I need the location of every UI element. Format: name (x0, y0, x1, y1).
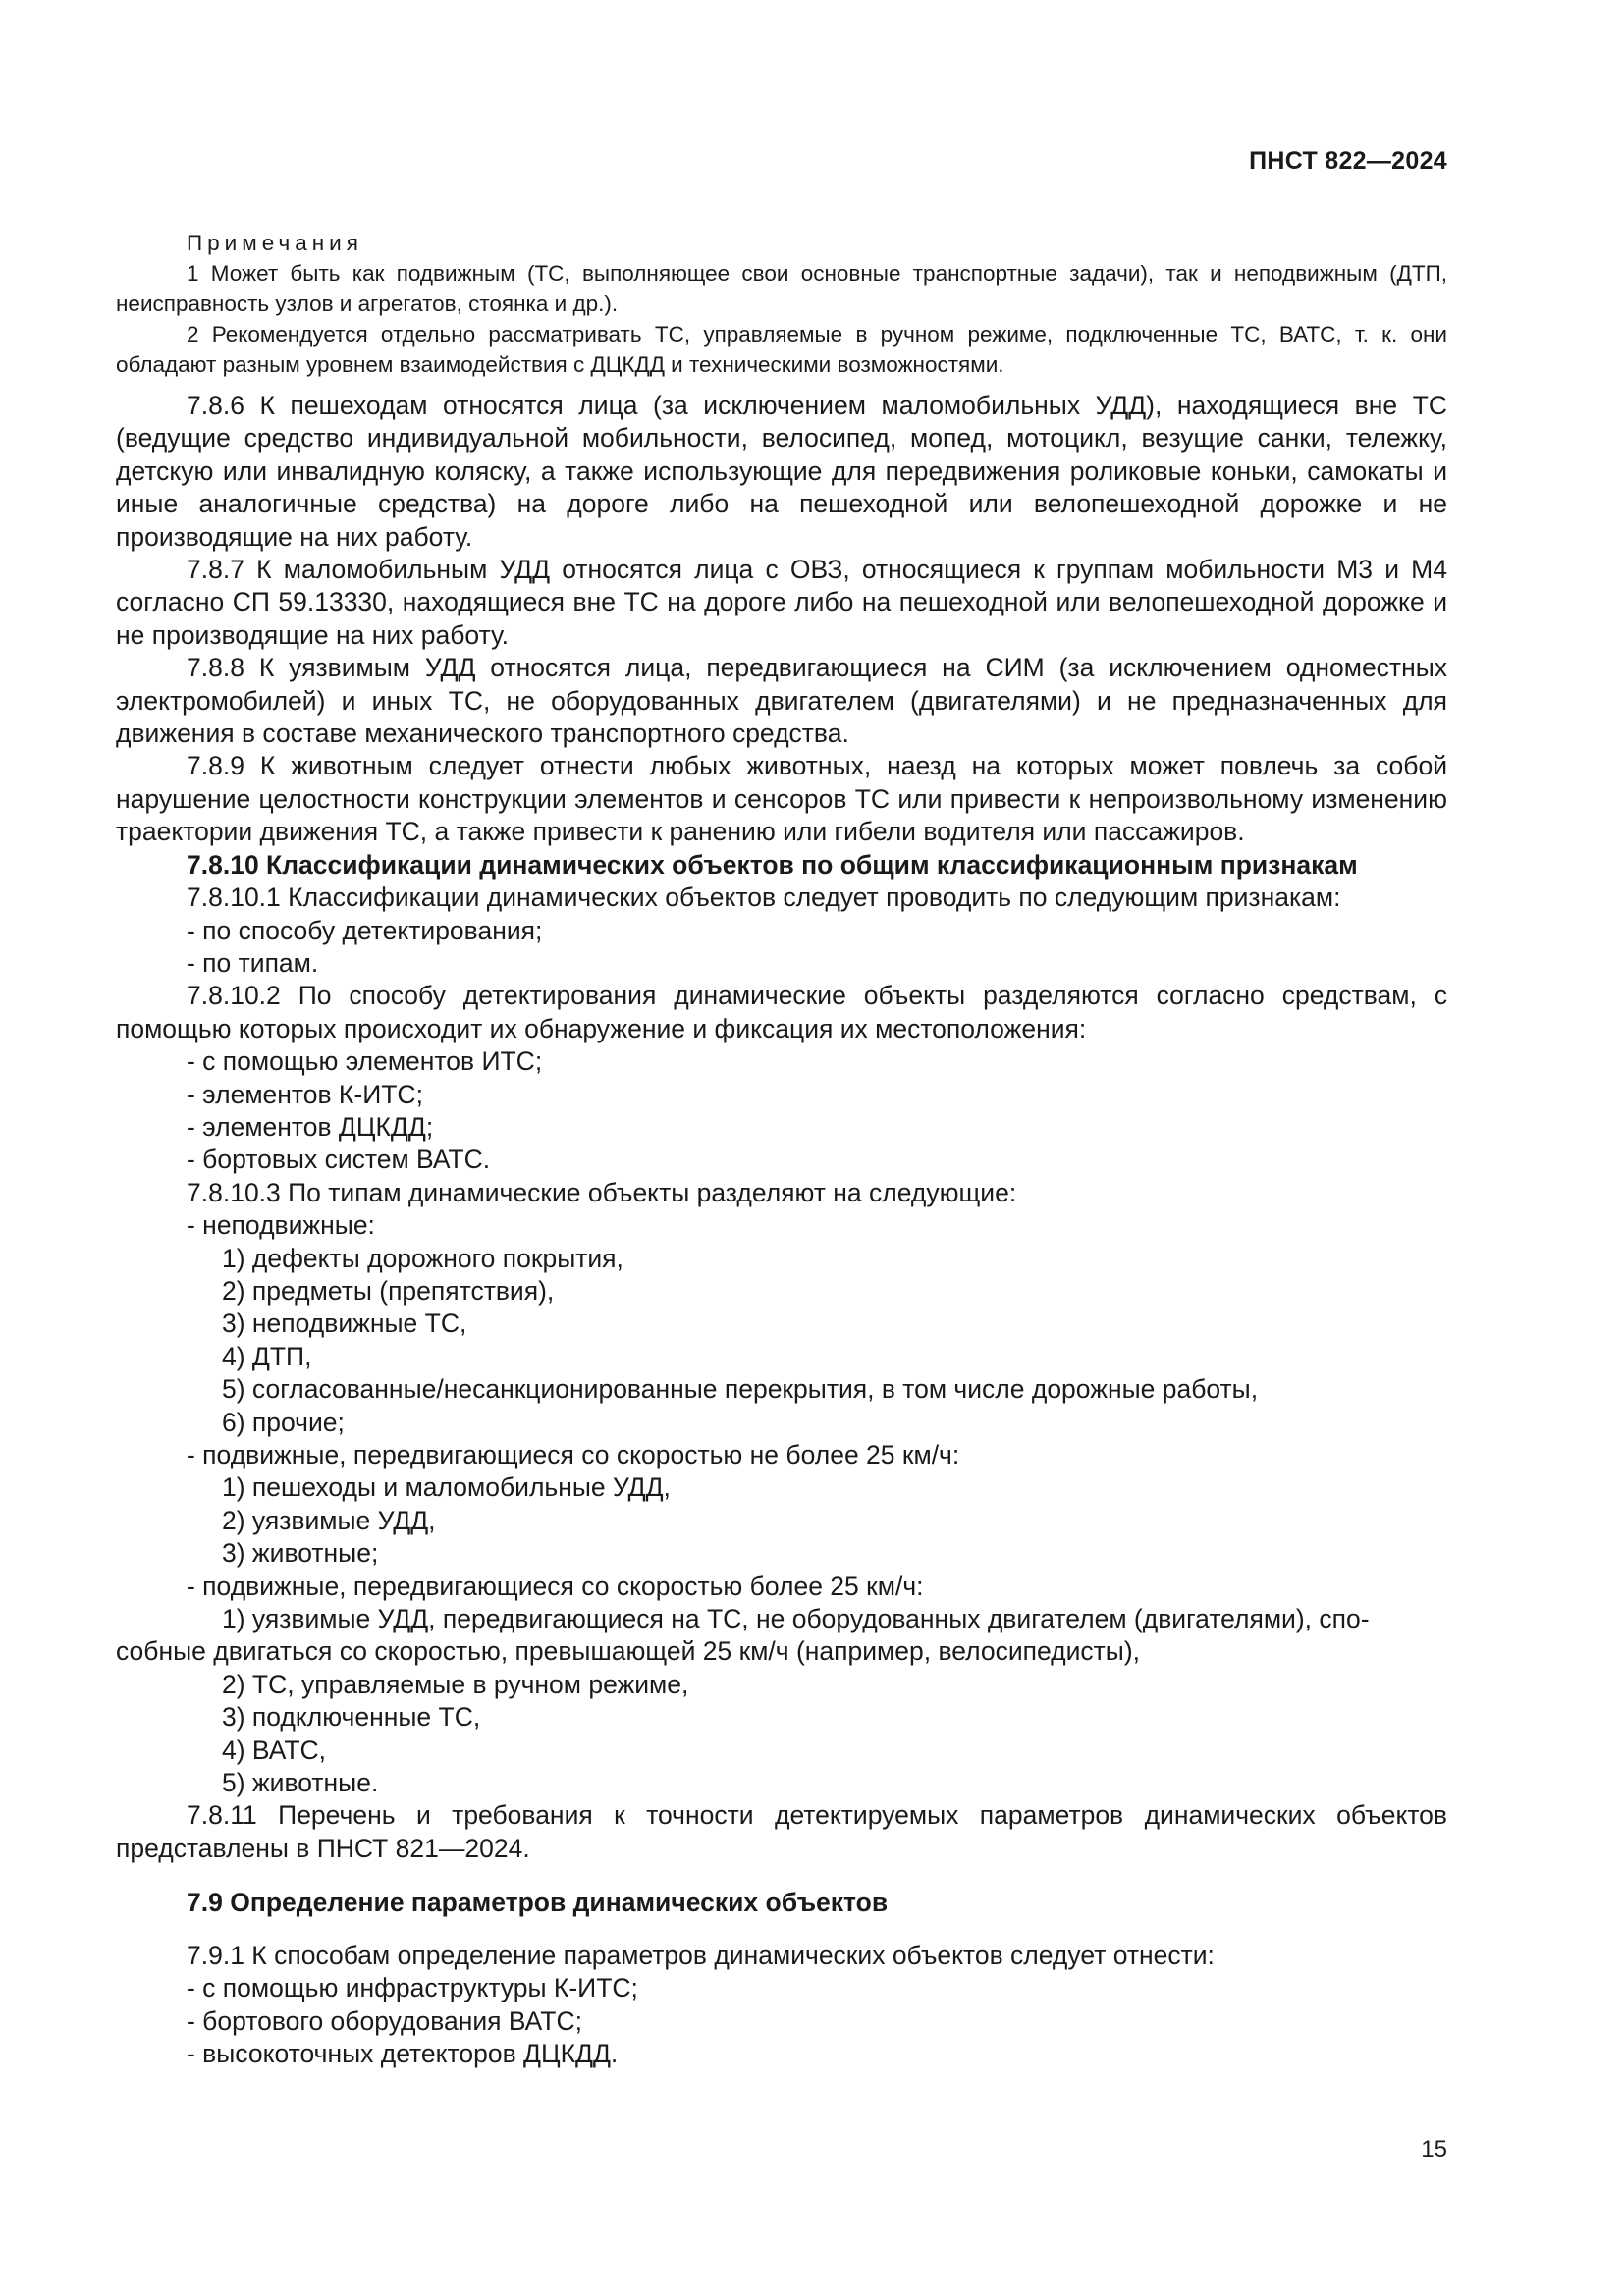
paragraph-7-8-10-1: 7.8.10.1 Классификации динамических объектов следует проводить по следующим признакам: (187, 882, 1341, 913)
paragraph-7-8-9: 7.8.9 К животным следует отнести любых животных, наезд на которых может повлечь за собой нарушение целостности конструкции элементов и сенсоров ТС или привести к непроизвольному изменению траектории движения ТС, а также привести к ранению или гибели водителя или пассажиров. (116, 751, 1447, 847)
numbered-item: 4) ВАТС, (222, 1735, 327, 1765)
paragraph-7-8-8: 7.8.8 К уязвимым УДД относятся лица, передвигающиеся на СИМ (за исключением одноместных электромобилей) и иных ТС, не оборудованных двигателем (двигателями) и не предназначенных для движения в составе механического транспортного средства. (116, 653, 1447, 749)
numbered-item: 3) неподвижные ТС, (222, 1308, 467, 1339)
page-number: 15 (1421, 2136, 1447, 2163)
list-item: - с помощью инфраструктуры К-ИТС; (187, 1973, 638, 2003)
list-item: - по способу детектирования; (187, 915, 543, 945)
numbered-item: 1) пешеходы и маломобильные УДД, (222, 1472, 671, 1503)
list-group-label: - неподвижные: (187, 1210, 375, 1241)
numbered-item-continuation: собные двигаться со скоростью, превышающей 25 км/ч (например, велосипедисты), (116, 1636, 1141, 1667)
list-item: - бортового оборудования ВАТС; (187, 2005, 582, 2036)
heading-7-8-10: 7.8.10 Классификации динамических объектов по общим классификационным признакам (187, 849, 1358, 880)
numbered-item: 3) подключенные ТС, (222, 1702, 481, 1733)
paragraph-7-8-10-2: 7.8.10.2 По способу детектирования динамические объекты разделяются согласно средствам, с помощью которых происходит их обнаружение и фиксация их местоположения: (116, 981, 1447, 1043)
list-item: - элементов ДЦКДД; (187, 1111, 434, 1142)
note-item: 1 Может быть как подвижным (ТС, выполняющее свои основные транспортные задачи), так и неподвижным (ДТП, неисправность узлов и агрегатов, стоянка и др.). (116, 261, 1447, 316)
document-code: ПНСТ 822—2024 (1249, 147, 1447, 175)
paragraph-7-9-1: 7.9.1 К способам определение параметров динамических объектов следует отнести: (187, 1940, 1215, 1970)
numbered-item: 6) прочие; (222, 1407, 345, 1437)
note-item: 2 Рекомендуется отдельно рассматривать ТС, управляемые в ручном режиме, подключенные ТС, ВАТС, т. к. они обладают разным уровнем взаимодействия с ДЦКДД и техническими возможностями. (116, 322, 1447, 377)
numbered-item: 5) согласованные/несанкционированные перекрытия, в том числе дорожные работы, (222, 1374, 1259, 1405)
numbered-item: 4) ДТП, (222, 1341, 312, 1371)
numbered-item: 2) предметы (препятствия), (222, 1275, 555, 1306)
notes-block (116, 228, 1447, 380)
numbered-item: 2) уязвимые УДД, (222, 1505, 436, 1535)
paragraph-7-8-7: 7.8.7 К маломобильным УДД относятся лица с ОВЗ, относящиеся к группам мобильности М3 и М4 согласно СП 59.13330, находящиеся вне ТС на дороге либо на пешеходной или велопешеходной дорожке и не производящие на них работу. (116, 555, 1447, 650)
heading-7-9: 7.9 Определение параметров динамических объектов (187, 1888, 889, 1918)
notes-title: Примечания (187, 231, 363, 255)
list-group-label: - подвижные, передвигающиеся со скоростью не более 25 км/ч: (187, 1440, 960, 1469)
list-group-label: - подвижные, передвигающиеся со скоростью более 25 км/ч: (187, 1571, 924, 1601)
paragraph-7-8-6: 7.8.6 К пешеходам относятся лица (за исключением маломобильных УДД), находящиеся вне ТС (ведущие средство индивидуальной мобильности, велосипед, мопед, мотоцикл, везущие санки, тележку, детскую или инвалидную коляску, а также использующие для передвижения роликовые коньки, самокаты и иные аналогичные средства) на дороге либо на пешеходной или велопешеходной дорожке и не производящие на них работу. (116, 391, 1447, 552)
numbered-item: 1) уязвимые УДД, передвигающиеся на ТС, не оборудованных двигателем (двигателями), спо- (222, 1604, 1370, 1634)
list-item: - по типам. (187, 947, 319, 978)
list-item: - с помощью элементов ИТС; (187, 1046, 543, 1077)
numbered-item: 1) дефекты дорожного покрытия, (222, 1243, 623, 1273)
numbered-item: 3) животные; (222, 1538, 379, 1569)
page-content (116, 228, 1447, 2070)
paragraph-7-8-10-3: 7.8.10.3 По типам динамические объекты разделяют на следующие: (187, 1177, 1017, 1207)
list-item: - элементов К-ИТС; (187, 1079, 423, 1109)
body-text (116, 390, 1447, 2070)
numbered-item: 2) ТС, управляемые в ручном режиме, (222, 1669, 689, 1699)
numbered-item: 5) животные. (222, 1768, 379, 1798)
list-item: - высокоточных детекторов ДЦКДД. (187, 2038, 619, 2068)
list-item: - бортовых систем ВАТС. (187, 1145, 491, 1175)
paragraph-7-8-11: 7.8.11 Перечень и требования к точности детектируемых параметров динамических объектов представлены в ПНСТ 821—2024. (116, 1800, 1447, 1863)
